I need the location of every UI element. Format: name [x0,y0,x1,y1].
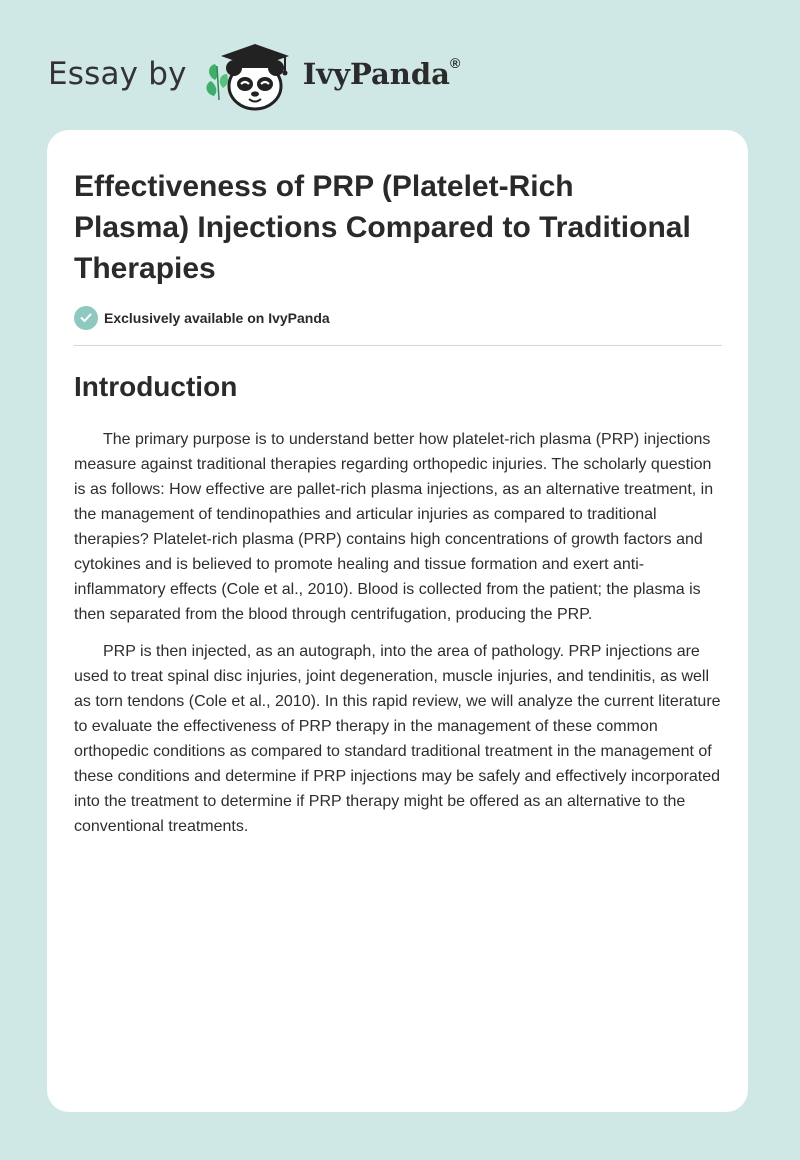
panda-graduation-cap-icon[interactable] [201,36,297,112]
paragraph-2: PRP is then injected, as an autograph, into the area of pathology. PRP injections are used to treat spinal disc injuries, joint degeneration, muscle injuries, and tendinitis, as well as torn tendons (Cole et al., 2010). In this rapid review, we will analyze the current literature to evaluate the effectiveness of PRP therapy in the management of these common orthopedic conditions as compared to standard traditional treatment in the management of these conditions and determine if PRP injections may be safely and effectively incorporated into the treatment to determine if PRP therapy might be offered as an alternative to the conventional treatments. [74,643,721,835]
article-title: Effectiveness of PRP (Platelet-Rich Plasma) Injections Compared to Traditional Therapies [74,170,691,285]
paragraph-1: The primary purpose is to understand better how platelet-rich plasma (PRP) injections measure against traditional therapies regarding orthopedic injuries. The scholarly question is as follows: How effective are pallet-rich plasma injections, as an alternative treatment, in the management of tendinopathies and articular injuries as compared to traditional therapies? Platelet-rich plasma (PRP) contains high concentrations of growth factors and cytokines and is believed to promote healing and tissue formation and exert anti-inflammatory effects (Cole et al., 2010). Blood is collected from the patient; the plasma is then separated from the blood through centrifugation, producing the PRP. [74,431,714,623]
exclusive-badge [74,306,330,330]
site-header [48,36,460,112]
registered-mark: ® [449,55,461,71]
section-heading-introduction: Introduction [74,371,238,402]
check-circle-icon [74,306,98,330]
exclusive-badge-label: Exclusively available on IvyPanda [104,310,330,326]
essay-by-label: Essay by [48,56,187,92]
article-card [47,130,748,1112]
article-body [74,427,724,851]
divider [74,345,722,346]
brand-name[interactable]: IvyPanda® [302,55,461,91]
